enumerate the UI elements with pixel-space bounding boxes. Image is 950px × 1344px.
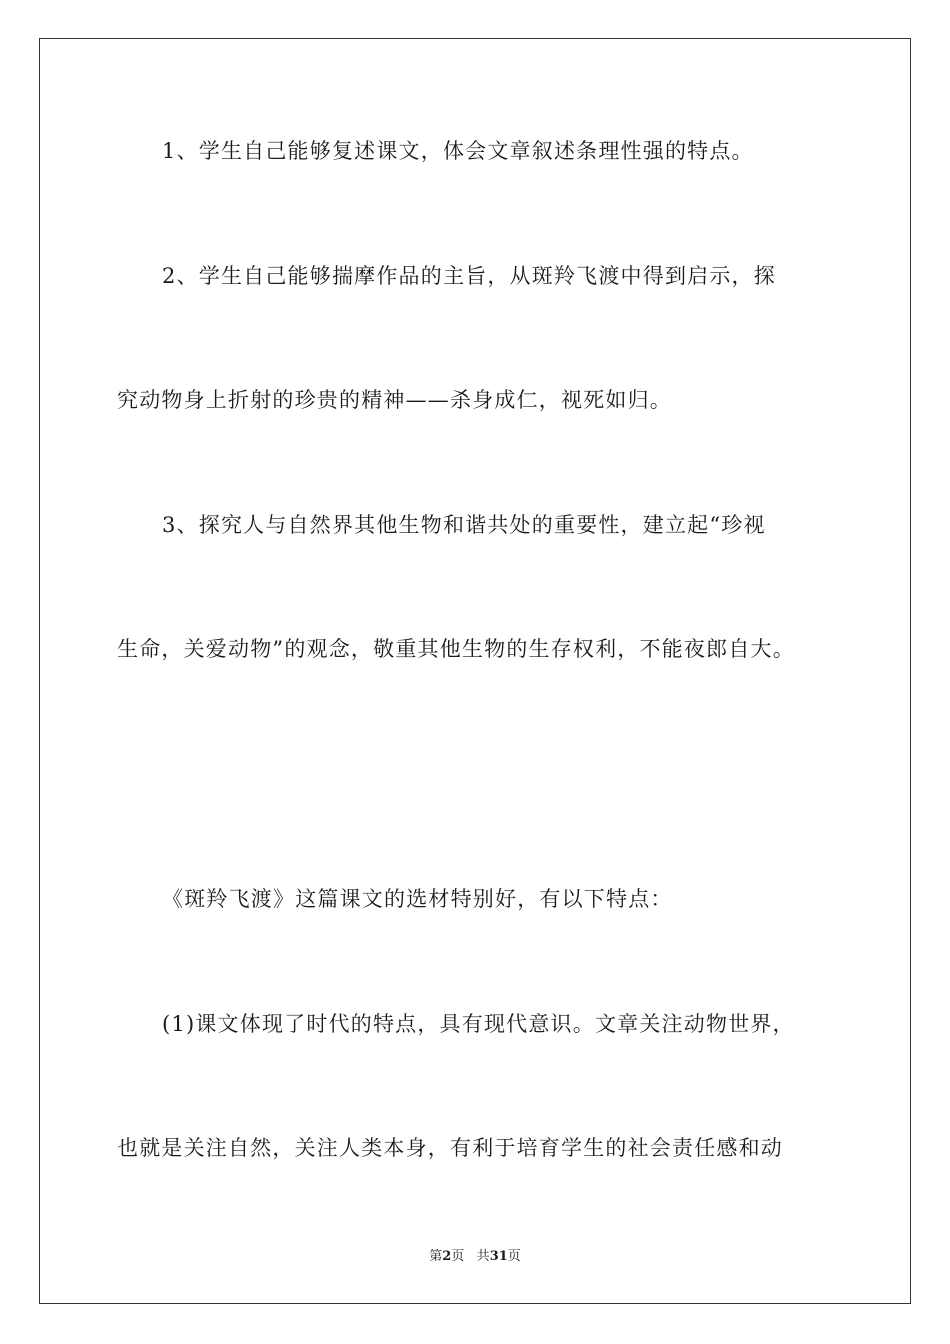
page-prefix: 第 xyxy=(429,1249,443,1264)
paragraph-objective-3-line-2: 生命，关爱动物”的观念，敬重其他生物的生存权利，不能夜郎自大。 xyxy=(117,637,795,661)
page-footer xyxy=(0,1248,950,1266)
total-prefix: 共 xyxy=(476,1249,490,1264)
paragraph-material-intro: 《斑羚飞渡》这篇课文的选材特别好，有以下特点： xyxy=(162,887,673,911)
total-pages: 31 xyxy=(489,1249,508,1264)
paragraph-point-1-line-2: 也就是关注自然，关注人类本身，有利于培育学生的社会责任感和动 xyxy=(117,1136,783,1160)
paragraph-point-1-line-1: (1)课文体现了时代的特点，具有现代意识。文章关注动物世界， xyxy=(162,1012,795,1036)
footer-spacer xyxy=(464,1249,476,1264)
page-border xyxy=(39,38,911,1304)
paragraph-objective-3-line-1: 3、探究人与自然界其他生物和谐共处的重要性，建立起“珍视 xyxy=(162,513,766,537)
page-number: 2 xyxy=(442,1249,452,1264)
paragraph-objective-2-line-2: 究动物身上折射的珍贵的精神——杀身成仁，视死如归。 xyxy=(117,388,672,412)
page-suffix: 页 xyxy=(451,1249,465,1264)
total-suffix: 页 xyxy=(507,1249,521,1264)
paragraph-objective-1: 1、学生自己能够复述课文，体会文章叙述条理性强的特点。 xyxy=(162,139,754,163)
paragraph-objective-2-line-1: 2、学生自己能够揣摩作品的主旨，从斑羚飞渡中得到启示，探 xyxy=(162,264,776,288)
